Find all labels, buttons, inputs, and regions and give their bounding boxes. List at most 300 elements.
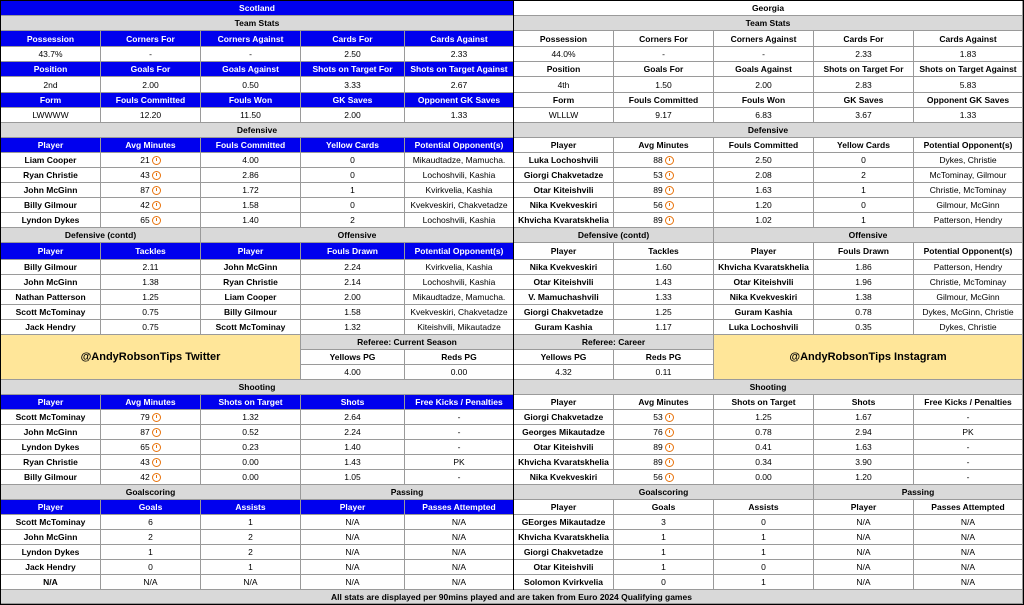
shooting-header-text: Avg Minutes xyxy=(638,397,689,407)
team-stat-value-text: - xyxy=(249,49,252,59)
stopwatch-icon xyxy=(152,428,161,437)
tackles-cell-text: 1.17 xyxy=(655,322,672,332)
footer-note xyxy=(1,590,1023,604)
offensive-cell xyxy=(405,260,514,275)
defensive-contd-header xyxy=(101,243,201,260)
team-stat-value-text: 1.83 xyxy=(959,49,977,59)
shooting-header-text: Shots on Target xyxy=(731,397,796,407)
shooting-cell xyxy=(405,455,514,470)
defensive-cell xyxy=(814,183,914,198)
tackles-cell-text: Jack Hendry xyxy=(25,322,76,332)
passing-cell xyxy=(914,530,1023,545)
team-stat-header-text: Fouls Won xyxy=(741,95,786,105)
team-stat-value-text: 43.7% xyxy=(38,49,63,59)
shooting-cell-text: 1.63 xyxy=(855,442,872,452)
team-stat-value-text: 1.50 xyxy=(655,79,672,90)
referee-value-text: 0.11 xyxy=(655,367,672,377)
team-stat-value-text: - xyxy=(762,49,765,59)
shooting-cell-text: 76 xyxy=(653,427,663,437)
passing-cell xyxy=(301,530,405,545)
passing-cell xyxy=(914,545,1023,560)
team-stat-header-text: Opponent GK Saves xyxy=(417,95,501,105)
offensive-cell xyxy=(301,305,405,320)
section-title-defensive-contd xyxy=(514,228,714,243)
defensive-cell xyxy=(201,168,301,183)
defensive-cell-text: 0 xyxy=(350,200,355,210)
passing-cell xyxy=(814,515,914,530)
shooting-cell xyxy=(714,440,814,455)
offensive-header xyxy=(714,243,814,260)
goalscoring-cell-text: Jack Hendry xyxy=(25,562,76,572)
team-stat-header xyxy=(101,62,201,77)
offensive-cell xyxy=(914,275,1023,290)
team-stat-value-text: 11.50 xyxy=(240,110,261,120)
twitter-handle-text: @AndyRobsonTips Twitter xyxy=(80,351,221,363)
team-stat-header xyxy=(814,62,914,77)
defensive-cell xyxy=(301,198,405,213)
section-title-goalscoring-text: Goalscoring xyxy=(125,487,176,497)
goalscoring-cell-text: Giorgi Chakvetadze xyxy=(523,547,604,557)
offensive-cell xyxy=(201,260,301,275)
passing-cell-text: N/A xyxy=(451,547,467,557)
goalscoring-header xyxy=(1,500,101,515)
shooting-cell-text: PK xyxy=(962,427,974,437)
passing-cell xyxy=(405,545,514,560)
team-stat-value xyxy=(514,108,614,123)
passing-cell xyxy=(814,575,914,590)
offensive-cell-text: 2.14 xyxy=(344,277,361,287)
team-stat-header xyxy=(714,93,814,108)
shooting-cell-text: Lyndon Dykes xyxy=(21,442,80,452)
offensive-cell-text: 2.00 xyxy=(344,292,361,302)
defensive-cell xyxy=(201,198,301,213)
offensive-cell-text: Dykes, McGinn, Christie xyxy=(922,307,1014,317)
shooting-cell-text: 1.20 xyxy=(855,472,872,482)
team-stat-value xyxy=(101,108,201,123)
referee-career-title xyxy=(514,335,714,350)
shooting-cell xyxy=(201,425,301,440)
team-stat-header xyxy=(814,31,914,47)
defensive-cell xyxy=(914,168,1023,183)
goalscoring-header xyxy=(614,500,714,515)
goalscoring-header-text: Goals xyxy=(138,502,163,512)
section-title-shooting-text: Shooting xyxy=(238,382,276,392)
team-stat-value xyxy=(614,47,714,62)
shooting-cell xyxy=(514,455,614,470)
offensive-cell-text: 1.58 xyxy=(344,307,361,317)
offensive-cell xyxy=(405,275,514,290)
shooting-cell xyxy=(914,440,1023,455)
offensive-cell xyxy=(714,275,814,290)
instagram-handle xyxy=(714,335,1023,380)
team-stat-value xyxy=(201,108,301,123)
shooting-cell-text: 0.41 xyxy=(755,442,772,452)
team-stat-value-text: 3.67 xyxy=(855,110,872,120)
goalscoring-cell-text: N/A xyxy=(143,577,158,587)
shooting-cell xyxy=(1,455,101,470)
shooting-header-text: Free Kicks / Penalties xyxy=(924,397,1012,407)
goalscoring-cell xyxy=(1,575,101,590)
team-stat-value xyxy=(714,77,814,93)
team-stat-header-text: Cards Against xyxy=(939,33,997,44)
defensive-cell xyxy=(101,198,201,213)
defensive-cell xyxy=(1,168,101,183)
passing-cell-text: N/A xyxy=(960,547,976,557)
referee-header-text: Yellows PG xyxy=(540,352,587,362)
team-stat-value xyxy=(1,77,101,93)
offensive-cell xyxy=(814,260,914,275)
team-stat-value xyxy=(405,47,514,62)
shooting-cell-text: 56 xyxy=(653,472,663,482)
tackles-cell xyxy=(1,275,101,290)
referee-current-title xyxy=(301,335,514,350)
defensive-cell xyxy=(814,153,914,168)
tackles-cell xyxy=(101,305,201,320)
tackles-cell xyxy=(101,290,201,305)
shooting-cell-text: 1.25 xyxy=(755,412,772,422)
defensive-cell-text: 0 xyxy=(861,200,866,210)
tackles-cell xyxy=(614,320,714,335)
tackles-cell-text: Guram Kashia xyxy=(534,322,593,332)
shooting-header xyxy=(1,395,101,410)
team-stat-value xyxy=(714,47,814,62)
defensive-cell xyxy=(914,153,1023,168)
team-stat-header xyxy=(714,31,814,47)
shooting-cell xyxy=(201,470,301,485)
offensive-cell xyxy=(405,320,514,335)
shooting-cell xyxy=(714,470,814,485)
shooting-cell-text: PK xyxy=(453,457,465,467)
offensive-cell xyxy=(201,275,301,290)
referee-value xyxy=(405,365,514,380)
stopwatch-icon xyxy=(665,428,674,437)
defensive-contd-header-text: Player xyxy=(37,246,64,256)
shooting-cell-text: - xyxy=(457,442,461,452)
defensive-cell-text: 2 xyxy=(350,215,355,225)
passing-header-text: Passes Attempted xyxy=(931,502,1005,512)
shooting-cell xyxy=(614,455,714,470)
section-title-passing-text: Passing xyxy=(901,487,935,497)
defensive-cell xyxy=(614,213,714,228)
offensive-cell-text: 2.24 xyxy=(344,262,361,272)
defensive-cell xyxy=(614,168,714,183)
offensive-cell-text: John McGinn xyxy=(223,262,278,272)
team-stat-header xyxy=(614,93,714,108)
defensive-cell-text: Dykes, Christie xyxy=(939,155,997,165)
defensive-cell-text: 2.86 xyxy=(242,170,259,180)
shooting-cell-text: 0.78 xyxy=(755,427,772,437)
defensive-cell xyxy=(1,198,101,213)
team-stat-value xyxy=(814,108,914,123)
defensive-cell xyxy=(301,168,405,183)
defensive-cell-text: 1.02 xyxy=(755,215,772,225)
defensive-contd-header-text: Tackles xyxy=(135,246,166,256)
shooting-cell-text: - xyxy=(966,457,970,467)
defensive-cell-text: 1 xyxy=(350,185,355,195)
defensive-cell xyxy=(405,213,514,228)
offensive-cell xyxy=(914,320,1023,335)
defensive-cell-text: 0 xyxy=(350,170,355,180)
team-stat-header xyxy=(914,62,1023,77)
defensive-cell xyxy=(201,153,301,168)
tackles-cell xyxy=(101,260,201,275)
referee-value xyxy=(514,365,614,380)
stopwatch-icon xyxy=(665,156,674,165)
stopwatch-icon xyxy=(665,458,674,467)
team-stat-value xyxy=(614,108,714,123)
offensive-cell xyxy=(914,260,1023,275)
passing-cell-text: N/A xyxy=(345,547,360,557)
offensive-header-text: Fouls Drawn xyxy=(837,246,889,256)
defensive-header xyxy=(714,138,814,153)
defensive-cell-text: 0 xyxy=(861,155,866,165)
team-stat-header-text: Opponent GK Saves xyxy=(926,95,1010,105)
shooting-cell xyxy=(405,425,514,440)
tackles-cell xyxy=(1,290,101,305)
defensive-cell-text: Khvicha Kvaratskhelia xyxy=(518,215,609,225)
tackles-cell xyxy=(1,320,101,335)
defensive-cell-text: 1.40 xyxy=(242,215,259,225)
defensive-header xyxy=(914,138,1023,153)
goalscoring-cell xyxy=(714,575,814,590)
offensive-cell xyxy=(201,290,301,305)
defensive-cell-text: 65 xyxy=(140,215,150,225)
defensive-header-text: Player xyxy=(37,140,64,150)
section-title-passing xyxy=(301,485,514,500)
goalscoring-header-text: Player xyxy=(37,502,64,512)
defensive-cell xyxy=(814,213,914,228)
team-stat-value-text: 4th xyxy=(557,79,570,90)
shooting-header xyxy=(814,395,914,410)
offensive-cell-text: Kiteishvili, Mikautadze xyxy=(417,322,501,332)
team-stat-header-text: Corners For xyxy=(126,33,175,44)
team-stat-header xyxy=(514,31,614,47)
goalscoring-cell-text: N/A xyxy=(43,577,58,587)
defensive-cell-text: 1.63 xyxy=(755,185,772,195)
team-stat-value-text: LWWWW xyxy=(32,110,69,120)
defensive-cell-text: 53 xyxy=(653,170,663,180)
section-title-team-stats-text: Team Stats xyxy=(234,18,280,28)
defensive-cell-text: 42 xyxy=(140,200,150,210)
shooting-cell-text: 0.34 xyxy=(755,457,772,467)
section-title-offensive xyxy=(714,228,1023,243)
team-stat-header xyxy=(301,93,405,108)
shooting-header-text: Player xyxy=(37,397,64,407)
passing-header xyxy=(814,500,914,515)
offensive-header-text: Potential Opponent(s) xyxy=(923,246,1013,256)
shooting-cell xyxy=(301,410,405,425)
defensive-cell-text: Lochoshvili, Kashia xyxy=(422,215,496,225)
team-stat-header-text: Fouls Won xyxy=(228,95,273,105)
defensive-contd-header xyxy=(1,243,101,260)
defensive-cell-text: 89 xyxy=(653,185,663,195)
shooting-cell-text: - xyxy=(457,412,461,422)
shooting-cell xyxy=(101,440,201,455)
team-stat-header xyxy=(814,93,914,108)
offensive-cell-text: Guram Kashia xyxy=(734,307,793,317)
offensive-header-text: Player xyxy=(237,246,264,256)
section-title-team-stats-text: Team Stats xyxy=(745,18,791,28)
goalscoring-cell-text: 3 xyxy=(661,517,666,527)
section-title-defensive-text: Defensive xyxy=(747,125,789,135)
team-stat-value-text: 5.83 xyxy=(959,79,977,90)
team-stat-header-text: Cards For xyxy=(843,33,884,44)
passing-header-text: Player xyxy=(339,502,366,512)
shooting-cell xyxy=(201,410,301,425)
shooting-cell xyxy=(614,440,714,455)
section-title-passing-text: Passing xyxy=(390,487,424,497)
tackles-cell xyxy=(614,290,714,305)
stopwatch-icon xyxy=(152,473,161,482)
shooting-cell xyxy=(301,470,405,485)
tackles-cell-text: 1.25 xyxy=(655,307,672,317)
team-stat-header-text: Goals Against xyxy=(222,64,279,74)
passing-cell-text: N/A xyxy=(960,577,976,587)
team-stat-value-text: 12.20 xyxy=(139,110,162,120)
tackles-cell-text: John McGinn xyxy=(23,277,78,287)
tackles-cell-text: Nika Kvekveskiri xyxy=(529,262,598,272)
team-stat-header-text: Possession xyxy=(26,33,75,44)
goalscoring-cell-text: 1 xyxy=(661,547,666,557)
shooting-cell xyxy=(405,440,514,455)
team-stat-value xyxy=(914,47,1023,62)
team-stat-header-text: Shots on Target Against xyxy=(410,64,508,74)
passing-cell-text: N/A xyxy=(345,577,360,587)
team-stat-value xyxy=(714,108,814,123)
team-stat-header xyxy=(914,31,1023,47)
referee-header-text: Reds PG xyxy=(441,352,477,362)
offensive-header-text: Fouls Drawn xyxy=(326,246,378,256)
referee-header xyxy=(514,350,614,365)
defensive-cell-text: 89 xyxy=(653,215,663,225)
offensive-cell xyxy=(201,320,301,335)
offensive-header-text: Player xyxy=(750,246,777,256)
referee-header xyxy=(614,350,714,365)
shooting-cell xyxy=(614,410,714,425)
stopwatch-icon xyxy=(152,413,161,422)
team-stat-header xyxy=(201,93,301,108)
section-title-defensive-contd-text: Defensive (contd) xyxy=(577,230,650,240)
team-stat-value-text: 2.83 xyxy=(855,79,872,90)
passing-cell xyxy=(301,545,405,560)
tackles-cell xyxy=(101,320,201,335)
referee-value-text: 4.32 xyxy=(555,367,572,377)
shooting-cell xyxy=(101,455,201,470)
defensive-cell-text: 56 xyxy=(653,200,663,210)
passing-cell xyxy=(301,515,405,530)
passing-cell-text: N/A xyxy=(856,517,871,527)
shooting-cell-text: 0.00 xyxy=(242,472,259,482)
defensive-cell xyxy=(201,183,301,198)
offensive-cell xyxy=(814,320,914,335)
passing-header xyxy=(914,500,1023,515)
goalscoring-cell xyxy=(201,530,301,545)
shooting-header-text: Free Kicks / Penalties xyxy=(415,397,503,407)
defensive-cell-text: 2.50 xyxy=(755,155,772,165)
team-stat-header xyxy=(101,93,201,108)
shooting-cell-text: Georges Mikautadze xyxy=(522,427,605,437)
passing-cell-text: N/A xyxy=(960,562,976,572)
referee-header xyxy=(301,350,405,365)
team-stat-header-text: Goals For xyxy=(643,64,684,74)
defensive-cell-text: 1.20 xyxy=(755,200,772,210)
defensive-cell xyxy=(1,213,101,228)
goalscoring-cell-text: N/A xyxy=(243,577,258,587)
goalscoring-header-text: Assists xyxy=(235,502,266,512)
team-stat-header-text: Cards For xyxy=(332,33,373,44)
goalscoring-header xyxy=(714,500,814,515)
defensive-cell xyxy=(201,213,301,228)
offensive-cell xyxy=(201,305,301,320)
defensive-header xyxy=(814,138,914,153)
shooting-cell-text: 53 xyxy=(653,412,663,422)
shooting-cell-text: 2.24 xyxy=(344,427,361,437)
tackles-cell-text: V. Mamuchashvili xyxy=(528,292,599,302)
passing-cell-text: N/A xyxy=(345,517,360,527)
offensive-cell xyxy=(814,275,914,290)
team-stat-value xyxy=(514,47,614,62)
shooting-cell xyxy=(814,440,914,455)
team-stat-header xyxy=(1,93,101,108)
team-stat-value xyxy=(201,77,301,93)
goalscoring-cell xyxy=(614,530,714,545)
offensive-cell xyxy=(914,305,1023,320)
section-title-offensive-text: Offensive xyxy=(337,230,377,240)
team-stat-value-text: 1.33 xyxy=(959,110,977,120)
shooting-cell-text: 89 xyxy=(653,457,663,467)
team-stat-header xyxy=(405,62,514,77)
shooting-cell-text: 1.05 xyxy=(344,472,361,482)
goalscoring-cell xyxy=(614,515,714,530)
shooting-cell-text: 87 xyxy=(140,427,150,437)
passing-cell xyxy=(405,560,514,575)
offensive-cell-text: 1.38 xyxy=(855,292,872,302)
shooting-cell-text: - xyxy=(966,472,970,482)
goalscoring-cell xyxy=(514,560,614,575)
section-title-defensive-contd xyxy=(1,228,201,243)
defensive-header-text: Potential Opponent(s) xyxy=(414,140,504,150)
shooting-header xyxy=(101,395,201,410)
tackles-cell-text: 1.33 xyxy=(655,292,672,302)
defensive-cell-text: 1 xyxy=(861,185,866,195)
shooting-header-text: Avg Minutes xyxy=(125,397,176,407)
team-stat-header xyxy=(101,31,201,47)
shooting-cell xyxy=(101,410,201,425)
goalscoring-header-text: Assists xyxy=(748,502,779,512)
stopwatch-icon xyxy=(665,473,674,482)
offensive-cell xyxy=(405,290,514,305)
team-stat-value-text: 2.50 xyxy=(344,49,361,59)
shooting-cell xyxy=(714,410,814,425)
goalscoring-cell xyxy=(614,545,714,560)
team-stat-header-text: Possession xyxy=(539,33,588,44)
defensive-header-text: Avg Minutes xyxy=(125,140,176,150)
referee-header-text: Yellows PG xyxy=(329,352,376,362)
team-stat-value-text: 9.17 xyxy=(655,110,672,120)
stopwatch-icon xyxy=(152,443,161,452)
passing-header-text: Passes Attempted xyxy=(422,502,496,512)
shooting-cell xyxy=(1,425,101,440)
team-name-scotland xyxy=(1,1,514,16)
team-stat-value xyxy=(514,77,614,93)
stopwatch-icon xyxy=(665,216,674,225)
shooting-cell-text: - xyxy=(966,412,970,422)
defensive-cell xyxy=(714,198,814,213)
team-stat-value-text: 3.33 xyxy=(344,79,361,90)
defensive-cell xyxy=(101,168,201,183)
passing-cell xyxy=(814,560,914,575)
defensive-cell xyxy=(301,153,405,168)
